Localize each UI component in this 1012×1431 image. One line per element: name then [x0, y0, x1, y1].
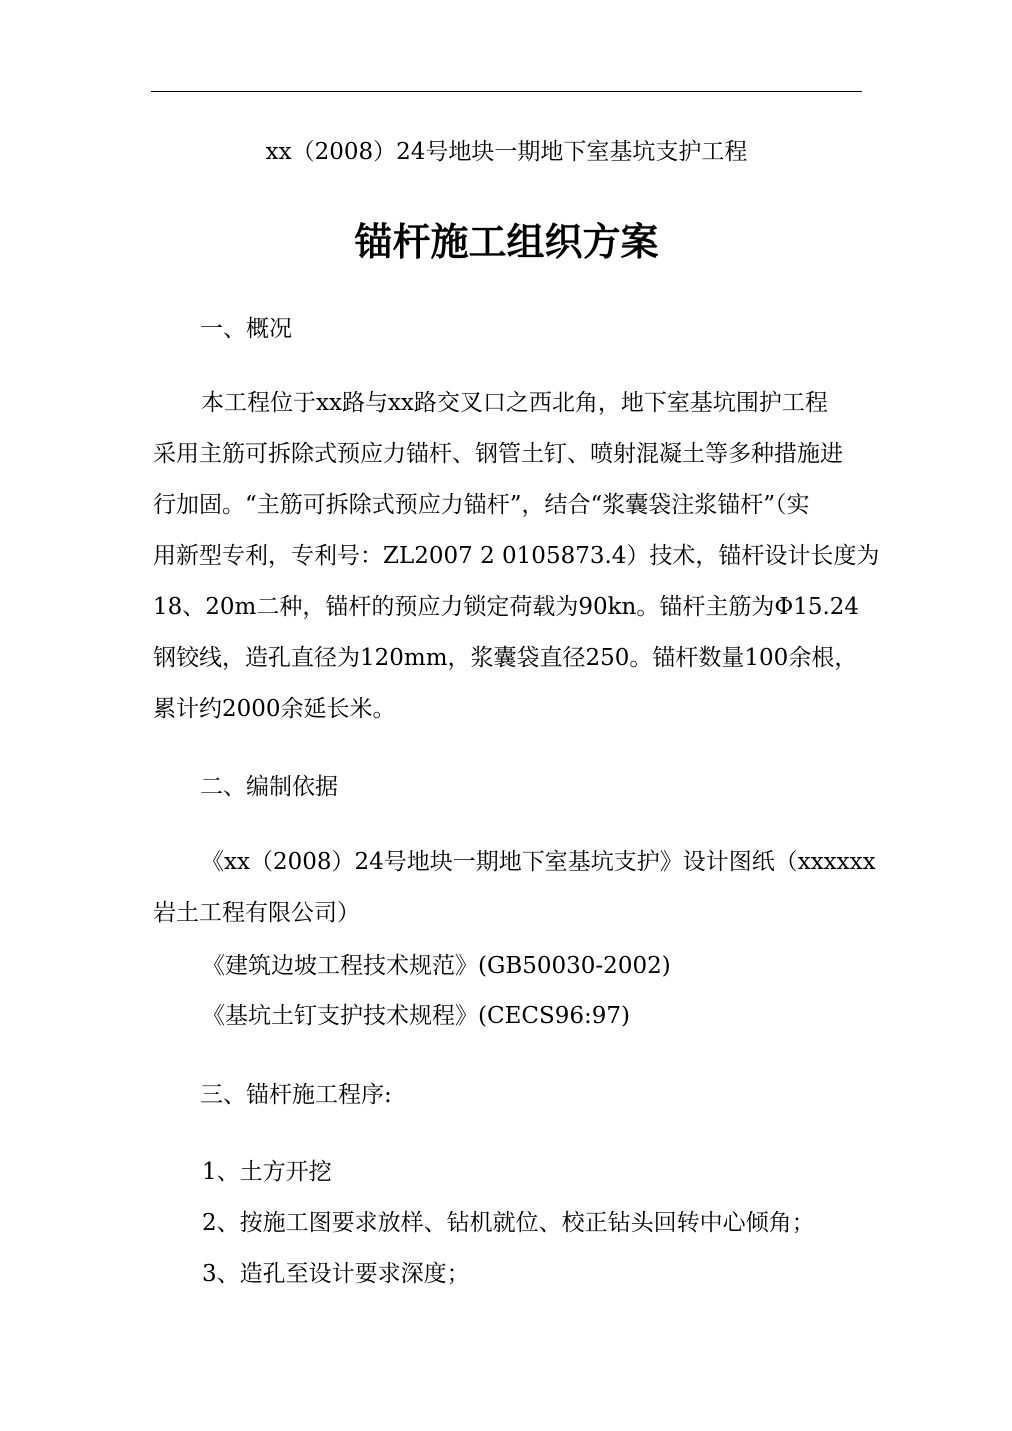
paragraph-line: 本工程位于xx路与xx路交叉口之西北角，地下室基坑围护工程: [201, 390, 828, 416]
paragraph-line: 行加固。“主筋可拆除式预应力锚杆”，结合“浆囊袋注浆锚杆”（实: [153, 492, 810, 518]
reference-line: 岩土工程有限公司）: [153, 900, 360, 926]
procedure-step: 1、土方开挖: [202, 1159, 332, 1185]
document-title: 锚杆施工组织方案: [354, 220, 659, 264]
overview-paragraph: [153, 378, 880, 735]
paragraph-line: 采用主筋可拆除式预应力锚杆、钢管土钉、喷射混凝土等多种措施进: [153, 441, 843, 467]
paragraph-line: 钢铰线，造孔直径为120mm，浆囊袋直径250。锚杆数量100余根，: [153, 645, 858, 671]
reference-design-drawings: [153, 837, 876, 939]
reference-line: 《xx（2008）24号地块一期地下室基坑支护》设计图纸（xxxxxx: [201, 849, 876, 875]
section-heading-procedure: 三、锚杆施工程序:: [200, 1082, 392, 1108]
paragraph-line: 用新型专利，专利号：ZL2007 2 0105873.4）技术，锚杆设计长度为: [153, 543, 880, 569]
section-heading-overview: 一、概况: [200, 316, 292, 342]
document-subtitle: xx（2008）24号地块一期地下室基坑支护工程: [265, 139, 748, 165]
paragraph-line: 18、20m二种，锚杆的预应力锁定荷载为90kn。锚杆主筋为Φ15.24: [153, 594, 860, 620]
reference-slope-code: 《建筑边坡工程技术规范》(GB50030-2002): [202, 953, 671, 979]
section-heading-basis: 二、编制依据: [200, 774, 338, 800]
procedure-step: 3、造孔至设计要求深度；: [202, 1261, 470, 1287]
procedure-step: 2、按施工图要求放样、钻机就位、校正钻头回转中心倾角；: [202, 1210, 815, 1236]
header-rule: [151, 91, 862, 92]
reference-soil-nail-code: 《基坑土钉支护技术规程》(CECS96:97): [202, 1003, 630, 1029]
paragraph-line: 累计约2000余延长米。: [153, 696, 396, 722]
